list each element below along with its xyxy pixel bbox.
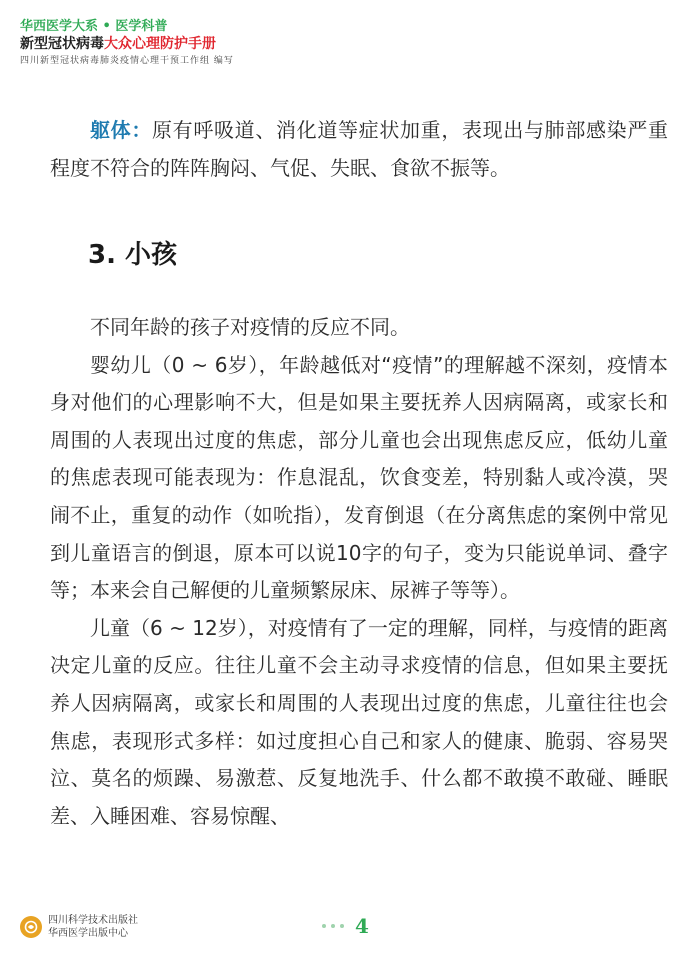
series-title: 华西医学大系 • 医学科普: [20, 19, 168, 34]
book-title: [20, 35, 234, 54]
publisher-names: [48, 914, 138, 940]
page-footer: [20, 914, 138, 940]
publisher-logo-icon: [20, 916, 42, 938]
publisher-name: 四川科学技术出版社: [48, 915, 138, 926]
book-title-main: 新型冠状病毒: [20, 36, 104, 52]
body-paragraph: 儿童（6 ~ 12岁），对疫情有了一定的理解，同样，与疫情的距离决定儿童的反应。往往儿童不会主动寻求疫情的信息，但如果主要抚养人因病隔离，或家长和周围的人表现出过度的焦虑，儿童往往也会焦虑，表现形式多样：如过度担心自己和家人的健康、脆弱、容易哭泣、莫名的烦躁、易激惹、反复地洗手、什么都不敢摸不敢碰、睡眠差、入睡困难、容易惊醒、: [50, 615, 668, 828]
paragraph-text: 原有呼吸道、消化道等症状加重，表现出与肺部感染严重程度不符合的阵阵胸闷、气促、失眠、食欲不振等。: [50, 118, 668, 180]
section-heading: 3. 小孩: [88, 240, 178, 270]
page-number: 4: [355, 914, 369, 938]
body-paragraph: 不同年龄的孩子对疫情的反应不同。: [90, 315, 410, 339]
body-paragraph: 婴幼儿（0 ~ 6岁），年龄越低对“疫情”的理解越不深刻，疫情本身对他们的心理影响不大，但是如果主要抚养人因病隔离，或家长和周围的人表现出过度的焦虑，部分儿童也会出现焦虑反应，低幼儿童的焦虑表现可能表现为：作息混乱，饮食变差，特别黏人或冷漠，哭闹不止，重复的动作（如吮指），发育倒退（在分离焦虑的案例中常见到儿童语言的倒退，原本可以说10字的句子，变为只能说单词、叠字等；本来会自己解便的儿童频繁尿床、尿裤子等等）。: [50, 352, 668, 603]
dot-icon: [331, 924, 335, 928]
page-header: [20, 18, 234, 68]
paragraph-lead: 躯体：: [90, 118, 152, 142]
dot-icon: [322, 924, 326, 928]
editors-line: 四川新型冠状病毒肺炎疫情心理干预工作组 编写: [20, 56, 234, 66]
section-body: [50, 309, 668, 835]
body-paragraph: [50, 112, 668, 187]
book-title-accent: 大众心理防护手册: [104, 36, 216, 52]
dot-icon: [340, 924, 344, 928]
page-indicator: [322, 914, 369, 938]
publisher-name: 华西医学出版中心: [48, 928, 128, 939]
body-top: [50, 112, 668, 187]
publisher-logo-mark: [24, 920, 38, 934]
